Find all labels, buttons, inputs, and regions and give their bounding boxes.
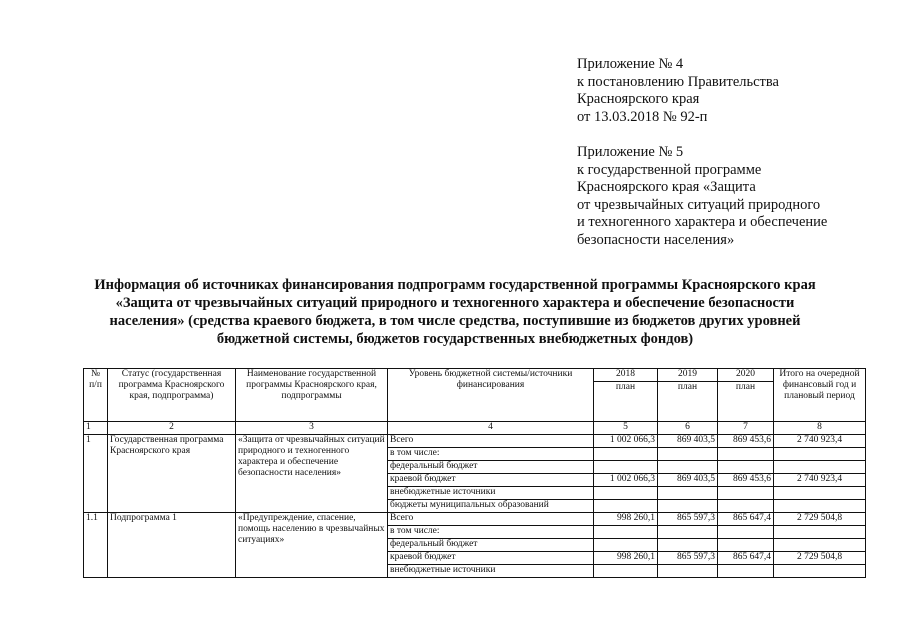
header-year-2018: 2018 bbox=[594, 369, 658, 382]
funding-level: Всего bbox=[388, 435, 594, 448]
funding-level: краевой бюджет bbox=[388, 552, 594, 565]
value-2018: 998 260,1 bbox=[594, 552, 658, 565]
appendix-line: от 13.03.2018 № 92-п bbox=[577, 108, 708, 125]
appendix-line: Приложение № 5 bbox=[577, 144, 684, 160]
header-num: № п/п bbox=[84, 369, 108, 422]
header-name: Наименование государственной программы Красноярского края, подпрограммы bbox=[236, 369, 388, 422]
funding-level: федеральный бюджет bbox=[388, 539, 594, 552]
value-total: 2 740 923,4 bbox=[774, 474, 866, 487]
header-status: Статус (государственная программа Красноярского края, подпрограмма) bbox=[108, 369, 236, 422]
header-total: Итого на очередной финансовый год и плановый период bbox=[774, 369, 866, 422]
header-level: Уровень бюджетной системы/источники финансирования bbox=[388, 369, 594, 422]
column-number: 8 bbox=[774, 422, 866, 435]
funding-level: краевой бюджет bbox=[388, 474, 594, 487]
value-2018 bbox=[594, 539, 658, 552]
funding-level: Всего bbox=[388, 513, 594, 526]
appendix-line: Красноярского края «Защита bbox=[577, 179, 756, 195]
table-row bbox=[84, 435, 866, 448]
title-line: «Защита от чрезвычайных ситуаций природного и техногенного характера и обеспечение безопасности bbox=[115, 295, 795, 311]
appendix-line: от чрезвычайных ситуаций природного bbox=[577, 196, 821, 213]
value-2018 bbox=[594, 565, 658, 578]
table-header-row bbox=[84, 369, 866, 382]
value-2020 bbox=[718, 448, 774, 461]
appendix-5-header bbox=[577, 144, 827, 249]
value-2020 bbox=[718, 461, 774, 474]
appendix-line: Приложение № 4 bbox=[577, 56, 684, 72]
value-2018: 1 002 066,3 bbox=[594, 474, 658, 487]
appendix-line: к государственной программе bbox=[577, 161, 762, 178]
title-line: Информация об источниках финансирования подпрограмм государственной программы Красноярского края bbox=[94, 277, 816, 293]
value-2020 bbox=[718, 487, 774, 500]
value-total bbox=[774, 500, 866, 513]
appendix-line: безопасности населения» bbox=[577, 231, 735, 248]
column-number-row bbox=[84, 422, 866, 435]
row-program-name: «Защита от чрезвычайных ситуаций природного и техногенного характера и обеспечение безопасности населения» bbox=[236, 435, 388, 513]
appendix-line: и техногенного характера и обеспечение bbox=[577, 214, 828, 230]
value-total bbox=[774, 565, 866, 578]
value-2020 bbox=[718, 539, 774, 552]
value-2019: 869 403,5 bbox=[658, 474, 718, 487]
value-2019 bbox=[658, 500, 718, 513]
column-number: 3 bbox=[236, 422, 388, 435]
document-title bbox=[70, 276, 840, 348]
value-2020: 869 453,6 bbox=[718, 435, 774, 448]
header-plan: план bbox=[718, 382, 774, 422]
header-plan: план bbox=[658, 382, 718, 422]
value-2019 bbox=[658, 526, 718, 539]
value-total bbox=[774, 448, 866, 461]
appendix-line: к постановлению Правительства bbox=[577, 73, 779, 90]
row-number: 1.1 bbox=[84, 513, 108, 578]
value-2018 bbox=[594, 500, 658, 513]
appendix-4-header bbox=[577, 56, 779, 126]
row-status: Государственная программа Красноярского края bbox=[108, 435, 236, 513]
value-2019: 865 597,3 bbox=[658, 552, 718, 565]
value-2020: 865 647,4 bbox=[718, 552, 774, 565]
value-total: 2 729 504,8 bbox=[774, 552, 866, 565]
value-2019 bbox=[658, 539, 718, 552]
table-row bbox=[84, 513, 866, 526]
funding-level: федеральный бюджет bbox=[388, 461, 594, 474]
value-total: 2 729 504,8 bbox=[774, 513, 866, 526]
column-number: 6 bbox=[658, 422, 718, 435]
funding-level: бюджеты муниципальных образований bbox=[388, 500, 594, 513]
value-total bbox=[774, 487, 866, 500]
funding-level: в том числе: bbox=[388, 526, 594, 539]
value-2019: 869 403,5 bbox=[658, 435, 718, 448]
value-2020 bbox=[718, 526, 774, 539]
financing-table bbox=[83, 368, 866, 578]
column-number: 7 bbox=[718, 422, 774, 435]
column-number: 1 bbox=[84, 422, 108, 435]
row-program-name: «Предупреждение, спасение, помощь населению в чрезвычайных ситуациях» bbox=[236, 513, 388, 578]
value-2018 bbox=[594, 448, 658, 461]
value-2018 bbox=[594, 526, 658, 539]
value-total: 2 740 923,4 bbox=[774, 435, 866, 448]
row-status: Подпрограмма 1 bbox=[108, 513, 236, 578]
value-2019: 865 597,3 bbox=[658, 513, 718, 526]
column-number: 2 bbox=[108, 422, 236, 435]
value-2018 bbox=[594, 461, 658, 474]
value-2018: 998 260,1 bbox=[594, 513, 658, 526]
appendix-line: Красноярского края bbox=[577, 91, 700, 107]
row-number: 1 bbox=[84, 435, 108, 513]
title-line: бюджетной системы, бюджетов государственных внебюджетных фондов) bbox=[216, 331, 694, 347]
funding-level: внебюджетные источники bbox=[388, 487, 594, 500]
value-total bbox=[774, 539, 866, 552]
column-number: 4 bbox=[388, 422, 594, 435]
value-2019 bbox=[658, 565, 718, 578]
header-plan: план bbox=[594, 382, 658, 422]
column-number: 5 bbox=[594, 422, 658, 435]
header-year-2020: 2020 bbox=[718, 369, 774, 382]
value-total bbox=[774, 526, 866, 539]
value-2020 bbox=[718, 565, 774, 578]
value-2018 bbox=[594, 487, 658, 500]
value-2020: 865 647,4 bbox=[718, 513, 774, 526]
value-2019 bbox=[658, 461, 718, 474]
funding-level: внебюджетные источники bbox=[388, 565, 594, 578]
header-year-2019: 2019 bbox=[658, 369, 718, 382]
title-line: населения» (средства краевого бюджета, в том числе средства, поступившие из бюджетов других уровней bbox=[109, 313, 801, 329]
value-2018: 1 002 066,3 bbox=[594, 435, 658, 448]
value-2020 bbox=[718, 500, 774, 513]
value-2020: 869 453,6 bbox=[718, 474, 774, 487]
value-total bbox=[774, 461, 866, 474]
value-2019 bbox=[658, 487, 718, 500]
value-2019 bbox=[658, 448, 718, 461]
funding-level: в том числе: bbox=[388, 448, 594, 461]
